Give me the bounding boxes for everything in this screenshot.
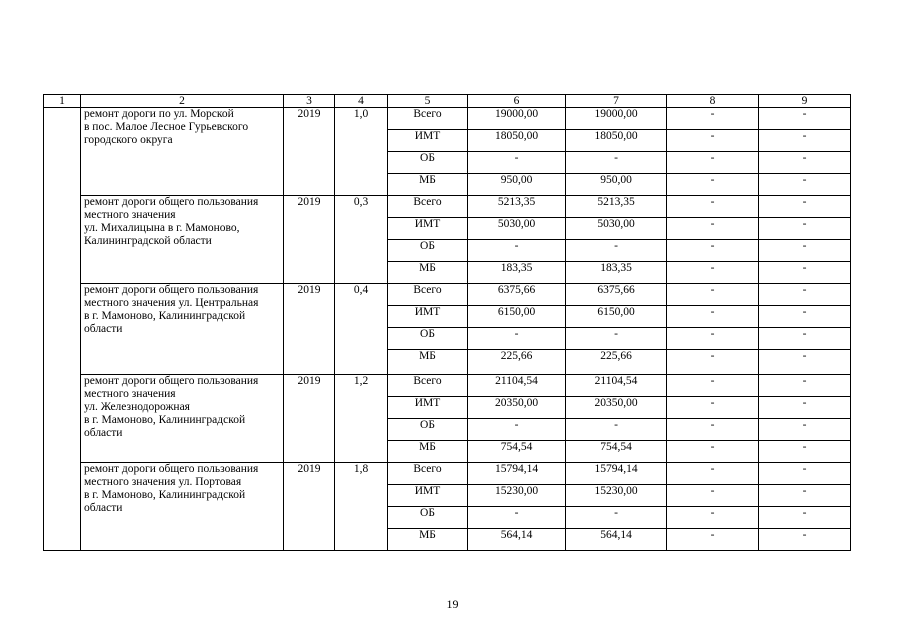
amount-col6: 564,14 — [468, 529, 566, 551]
project-year: 2019 — [284, 375, 335, 463]
funding-source: ОБ — [388, 152, 468, 174]
value-col8: - — [667, 108, 759, 130]
amount-col7: 18050,00 — [566, 130, 667, 152]
value-col8: - — [667, 328, 759, 350]
project-description: ремонт дороги общего пользования местного значения ул. Железнодорожная в г. Мамоново, Калининградской области — [81, 375, 284, 463]
project-description: ремонт дороги общего пользования местного значения ул. Михалицына в г. Мамоново, Калининградской области — [81, 196, 284, 284]
amount-col6: 21104,54 — [468, 375, 566, 397]
amount-col7: - — [566, 152, 667, 174]
amount-col6: - — [468, 240, 566, 262]
project-length: 0,4 — [335, 284, 388, 375]
amount-col7: 754,54 — [566, 441, 667, 463]
value-col9: - — [759, 397, 851, 419]
project-description: ремонт дороги по ул. Морской в пос. Малое Лесное Гурьевского городского округа — [81, 108, 284, 196]
amount-col6: - — [468, 507, 566, 529]
funding-source: МБ — [388, 174, 468, 196]
funding-source: МБ — [388, 350, 468, 375]
project-description: ремонт дороги общего пользования местного значения ул. Портовая в г. Мамоново, Калининградской области — [81, 463, 284, 551]
project-year: 2019 — [284, 284, 335, 375]
value-col8: - — [667, 441, 759, 463]
value-col9: - — [759, 240, 851, 262]
col-header-9: 9 — [759, 95, 851, 108]
amount-col7: - — [566, 240, 667, 262]
funding-source: Всего — [388, 463, 468, 485]
funding-source: ИМТ — [388, 130, 468, 152]
value-col8: - — [667, 507, 759, 529]
row-number-cell — [44, 108, 81, 551]
value-col8: - — [667, 419, 759, 441]
value-col9: - — [759, 463, 851, 485]
amount-col6: - — [468, 152, 566, 174]
funding-source: Всего — [388, 375, 468, 397]
col-header-7: 7 — [566, 95, 667, 108]
funding-source: Всего — [388, 284, 468, 306]
amount-col7: 21104,54 — [566, 375, 667, 397]
col-header-4: 4 — [335, 95, 388, 108]
amount-col6: 183,35 — [468, 262, 566, 284]
amount-col7: - — [566, 328, 667, 350]
funding-source: ИМТ — [388, 218, 468, 240]
amount-col6: - — [468, 328, 566, 350]
amount-col6: 754,54 — [468, 441, 566, 463]
road-repair-budget-table — [43, 94, 851, 551]
col-header-2: 2 — [81, 95, 284, 108]
value-col9: - — [759, 306, 851, 328]
amount-col7: 6375,66 — [566, 284, 667, 306]
value-col8: - — [667, 485, 759, 507]
funding-source: ИМТ — [388, 306, 468, 328]
amount-col6: 15230,00 — [468, 485, 566, 507]
amount-col7: 5030,00 — [566, 218, 667, 240]
amount-col7: - — [566, 507, 667, 529]
value-col9: - — [759, 419, 851, 441]
project-year: 2019 — [284, 108, 335, 196]
amount-col7: 20350,00 — [566, 397, 667, 419]
amount-col7: 183,35 — [566, 262, 667, 284]
amount-col6: 5030,00 — [468, 218, 566, 240]
amount-col7: 19000,00 — [566, 108, 667, 130]
funding-source: МБ — [388, 441, 468, 463]
project-length: 1,8 — [335, 463, 388, 551]
amount-col7: 6150,00 — [566, 306, 667, 328]
value-col9: - — [759, 152, 851, 174]
value-col9: - — [759, 108, 851, 130]
table-row — [44, 463, 851, 485]
value-col8: - — [667, 375, 759, 397]
value-col9: - — [759, 507, 851, 529]
funding-source: ОБ — [388, 240, 468, 262]
table-row — [44, 108, 851, 130]
amount-col7: 15794,14 — [566, 463, 667, 485]
table-row — [44, 284, 851, 306]
value-col8: - — [667, 350, 759, 375]
amount-col6: 18050,00 — [468, 130, 566, 152]
funding-source: ОБ — [388, 507, 468, 529]
project-length: 1,0 — [335, 108, 388, 196]
value-col8: - — [667, 130, 759, 152]
table-body — [44, 108, 851, 551]
col-header-6: 6 — [468, 95, 566, 108]
project-year: 2019 — [284, 463, 335, 551]
amount-col6: 950,00 — [468, 174, 566, 196]
column-number-header-row — [44, 95, 851, 108]
funding-source: ИМТ — [388, 485, 468, 507]
value-col8: - — [667, 240, 759, 262]
value-col9: - — [759, 262, 851, 284]
value-col9: - — [759, 218, 851, 240]
value-col9: - — [759, 529, 851, 551]
value-col8: - — [667, 196, 759, 218]
funding-source: Всего — [388, 108, 468, 130]
value-col8: - — [667, 306, 759, 328]
amount-col6: 225,66 — [468, 350, 566, 375]
col-header-8: 8 — [667, 95, 759, 108]
value-col8: - — [667, 152, 759, 174]
value-col9: - — [759, 174, 851, 196]
amount-col7: 15230,00 — [566, 485, 667, 507]
funding-source: ИМТ — [388, 397, 468, 419]
amount-col7: 5213,35 — [566, 196, 667, 218]
value-col9: - — [759, 441, 851, 463]
value-col9: - — [759, 375, 851, 397]
table-row — [44, 375, 851, 397]
value-col8: - — [667, 284, 759, 306]
col-header-3: 3 — [284, 95, 335, 108]
funding-source: Всего — [388, 196, 468, 218]
value-col8: - — [667, 262, 759, 284]
page-number: 19 — [446, 597, 459, 611]
funding-source: ОБ — [388, 419, 468, 441]
amount-col6: 20350,00 — [468, 397, 566, 419]
col-header-1: 1 — [44, 95, 81, 108]
amount-col6: 19000,00 — [468, 108, 566, 130]
funding-source: ОБ — [388, 328, 468, 350]
amount-col7: 564,14 — [566, 529, 667, 551]
amount-col6: - — [468, 419, 566, 441]
value-col9: - — [759, 130, 851, 152]
value-col8: - — [667, 174, 759, 196]
amount-col7: 950,00 — [566, 174, 667, 196]
value-col9: - — [759, 328, 851, 350]
amount-col6: 15794,14 — [468, 463, 566, 485]
funding-source: МБ — [388, 262, 468, 284]
value-col8: - — [667, 529, 759, 551]
value-col9: - — [759, 196, 851, 218]
value-col9: - — [759, 284, 851, 306]
col-header-5: 5 — [388, 95, 468, 108]
project-length: 0,3 — [335, 196, 388, 284]
amount-col7: - — [566, 419, 667, 441]
value-col9: - — [759, 485, 851, 507]
value-col8: - — [667, 397, 759, 419]
value-col8: - — [667, 463, 759, 485]
funding-source: МБ — [388, 529, 468, 551]
amount-col6: 6375,66 — [468, 284, 566, 306]
amount-col6: 6150,00 — [468, 306, 566, 328]
project-length: 1,2 — [335, 375, 388, 463]
value-col9: - — [759, 350, 851, 375]
value-col8: - — [667, 218, 759, 240]
project-year: 2019 — [284, 196, 335, 284]
table-row — [44, 196, 851, 218]
amount-col7: 225,66 — [566, 350, 667, 375]
project-description: ремонт дороги общего пользования местного значения ул. Центральная в г. Мамоново, Калининградской области — [81, 284, 284, 375]
amount-col6: 5213,35 — [468, 196, 566, 218]
